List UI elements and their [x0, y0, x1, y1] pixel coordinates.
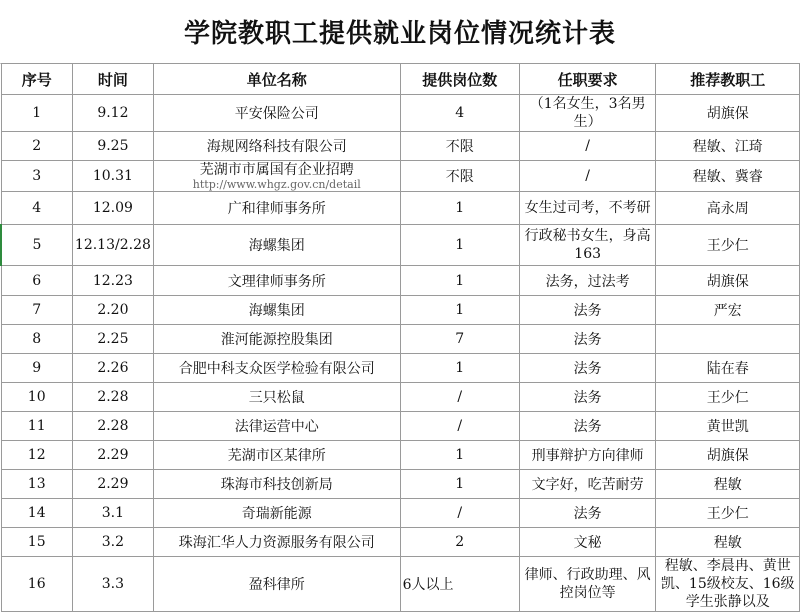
cell-no[interactable]: 11 — [1, 412, 72, 441]
header-row — [1, 64, 800, 95]
header-time[interactable]: 时间 — [72, 64, 153, 95]
cell-requirement[interactable]: 法务 — [519, 325, 656, 354]
table-row — [1, 557, 800, 612]
cell-unit[interactable]: 珠海汇华人力资源服务有限公司 — [153, 528, 400, 557]
cell-recommender[interactable]: 高永周 — [656, 192, 800, 225]
cell-count[interactable]: 1 — [400, 266, 519, 296]
table-row — [1, 132, 800, 161]
cell-unit[interactable]: 海螺集团 — [153, 225, 400, 266]
cell-count[interactable]: 不限 — [400, 132, 519, 161]
table-row — [1, 266, 800, 296]
table-row — [1, 412, 800, 441]
header-requirement[interactable]: 任职要求 — [519, 64, 656, 95]
table-row — [1, 354, 800, 383]
cell-count[interactable]: / — [400, 383, 519, 412]
cell-recommender[interactable]: 程敏 — [656, 528, 800, 557]
cell-requirement[interactable]: 行政秘书女生，身高163 — [519, 225, 656, 266]
cell-requirement[interactable]: 法务 — [519, 412, 656, 441]
cell-count[interactable]: 1 — [400, 296, 519, 325]
cell-time[interactable]: 2.29 — [72, 470, 153, 499]
cell-count[interactable]: 4 — [400, 95, 519, 132]
cell-count[interactable]: 1 — [400, 470, 519, 499]
cell-time[interactable]: 3.2 — [72, 528, 153, 557]
cell-recommender[interactable]: 程敏、李晨冉、黄世凯、15级校友、16级学生张静以及 — [656, 557, 800, 612]
cell-unit[interactable]: 文理律师事务所 — [153, 266, 400, 296]
cell-requirement[interactable]: 文秘 — [519, 528, 656, 557]
table-row — [1, 441, 800, 470]
cell-unit[interactable]: 法律运营中心 — [153, 412, 400, 441]
cell-unit[interactable]: 淮河能源控股集团 — [153, 325, 400, 354]
cell-recommender[interactable]: 程敏、江琦 — [656, 132, 800, 161]
cell-recommender[interactable]: 黄世凯 — [656, 412, 800, 441]
cell-no[interactable]: 6 — [1, 266, 72, 296]
table-row — [1, 383, 800, 412]
cell-time[interactable]: 10.31 — [72, 161, 153, 192]
cell-count[interactable]: / — [400, 412, 519, 441]
table-row — [1, 528, 800, 557]
cell-unit[interactable]: 合肥中科支众医学检验有限公司 — [153, 354, 400, 383]
cell-no[interactable]: 13 — [1, 470, 72, 499]
cell-time[interactable]: 2.26 — [72, 354, 153, 383]
cell-requirement[interactable]: 法务，过法考 — [519, 266, 656, 296]
cell-time[interactable]: 9.12 — [72, 95, 153, 132]
cell-time[interactable]: 2.25 — [72, 325, 153, 354]
cell-count[interactable]: 1 — [400, 441, 519, 470]
cell-no[interactable]: 1 — [1, 95, 72, 132]
cell-no[interactable]: 16 — [1, 557, 72, 612]
header-no[interactable]: 序号 — [1, 64, 72, 95]
cell-recommender[interactable]: 陆在春 — [656, 354, 800, 383]
cell-unit[interactable]: 奇瑞新能源 — [153, 499, 400, 528]
cell-unit[interactable]: 海规网络科技有限公司 — [153, 132, 400, 161]
cell-unit[interactable]: 三只松鼠 — [153, 383, 400, 412]
cell-requirement[interactable]: / — [519, 161, 656, 192]
cell-recommender[interactable]: 胡旗保 — [656, 441, 800, 470]
cell-time[interactable]: 2.28 — [72, 412, 153, 441]
cell-time[interactable]: 2.28 — [72, 383, 153, 412]
cell-no[interactable]: 5 — [1, 225, 72, 266]
cell-recommender[interactable]: 程敏 — [656, 470, 800, 499]
table-row — [1, 470, 800, 499]
cell-unit-overflow: http://www.whgz.gov.cn/detail — [192, 178, 361, 191]
cell-unit[interactable]: 平安保险公司 — [153, 95, 400, 132]
cell-count[interactable]: 6人以上 — [400, 557, 519, 612]
table-row — [1, 325, 800, 354]
cell-count[interactable]: / — [400, 499, 519, 528]
cell-recommender[interactable]: 程敏、冀睿 — [656, 161, 800, 192]
header-count[interactable]: 提供岗位数 — [400, 64, 519, 95]
cell-unit[interactable]: 盈科律所 — [153, 557, 400, 612]
header-recommender[interactable]: 推荐教职工 — [656, 64, 800, 95]
cell-time[interactable]: 9.25 — [72, 132, 153, 161]
jobs-table — [0, 63, 800, 612]
cell-unit[interactable]: 珠海市科技创新局 — [153, 470, 400, 499]
cell-requirement[interactable]: 法务 — [519, 296, 656, 325]
sheet-title[interactable]: 学院教职工提供就业岗位情况统计表 — [0, 0, 800, 64]
cell-no[interactable]: 4 — [1, 192, 72, 225]
cell-time[interactable]: 12.13/2.28 — [72, 225, 153, 266]
cell-unit-text: 芜湖市市属国有企业招聘 — [199, 162, 354, 178]
cell-no[interactable]: 8 — [1, 325, 72, 354]
cell-time[interactable]: 3.1 — [72, 499, 153, 528]
header-unit[interactable]: 单位名称 — [153, 64, 400, 95]
cell-count[interactable]: 1 — [400, 192, 519, 225]
cell-requirement[interactable]: 法务 — [519, 383, 656, 412]
cell-requirement[interactable]: / — [519, 132, 656, 161]
cell-time[interactable]: 12.09 — [72, 192, 153, 225]
table-row — [1, 499, 800, 528]
cell-requirement[interactable]: 文字好，吃苦耐劳 — [519, 470, 656, 499]
table-row — [1, 161, 800, 192]
cell-requirement[interactable]: 刑事辩护方向律师 — [519, 441, 656, 470]
cell-time[interactable]: 12.23 — [72, 266, 153, 296]
cell-time[interactable]: 2.20 — [72, 296, 153, 325]
cell-requirement[interactable]: 女生过司考，不考研 — [519, 192, 656, 225]
cell-recommender[interactable]: 王少仁 — [656, 499, 800, 528]
cell-unit[interactable]: 海螺集团 — [153, 296, 400, 325]
cell-count[interactable]: 1 — [400, 354, 519, 383]
cell-no[interactable]: 9 — [1, 354, 72, 383]
cell-recommender[interactable]: 王少仁 — [656, 225, 800, 266]
cell-no[interactable]: 15 — [1, 528, 72, 557]
cell-no[interactable]: 12 — [1, 441, 72, 470]
cell-unit[interactable] — [153, 161, 400, 192]
cell-recommender[interactable]: 胡旗保 — [656, 95, 800, 132]
cell-count[interactable]: 1 — [400, 225, 519, 266]
cell-count[interactable]: 不限 — [400, 161, 519, 192]
table-row — [1, 296, 800, 325]
cell-recommender[interactable]: 胡旗保 — [656, 266, 800, 296]
cell-requirement[interactable]: （1名女生，3名男生） — [519, 95, 656, 132]
cell-no[interactable]: 14 — [1, 499, 72, 528]
cell-recommender[interactable]: 王少仁 — [656, 383, 800, 412]
cell-time[interactable]: 3.3 — [72, 557, 153, 612]
table-row — [1, 192, 800, 225]
cell-requirement[interactable]: 法务 — [519, 499, 656, 528]
cell-requirement[interactable]: 律师、行政助理、风控岗位等 — [519, 557, 656, 612]
cell-requirement[interactable]: 法务 — [519, 354, 656, 383]
cell-unit[interactable]: 芜湖市区某律所 — [153, 441, 400, 470]
table-row — [1, 95, 800, 132]
cell-no[interactable]: 10 — [1, 383, 72, 412]
cell-time[interactable]: 2.29 — [72, 441, 153, 470]
cell-count[interactable]: 7 — [400, 325, 519, 354]
cell-no[interactable]: 7 — [1, 296, 72, 325]
cell-count[interactable]: 2 — [400, 528, 519, 557]
cell-recommender[interactable] — [656, 325, 800, 354]
cell-recommender[interactable]: 严宏 — [656, 296, 800, 325]
cell-no[interactable]: 3 — [1, 161, 72, 192]
cell-no[interactable]: 2 — [1, 132, 72, 161]
cell-unit[interactable]: 广和律师事务所 — [153, 192, 400, 225]
table-row — [1, 225, 800, 266]
